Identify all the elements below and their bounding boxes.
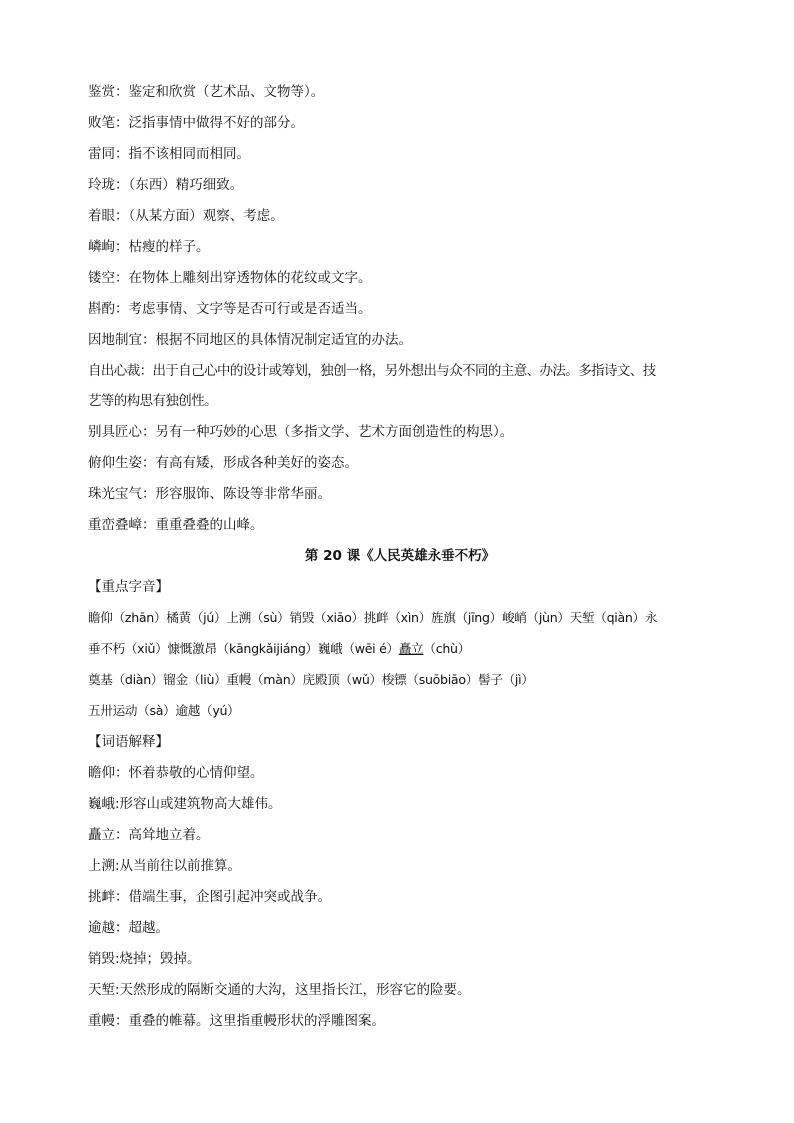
entry-chongluandiezhang: 重峦叠嶂：重重叠叠的山峰。: [88, 517, 264, 533]
entry-jianshang: 鉴赏：鉴定和欣赏（艺术品、文物等）。: [88, 84, 325, 100]
entry-baibi: 败笔：泛指事情中做得不好的部分。: [88, 115, 304, 131]
entry-biejujiangxin: 别具匠心：另有一种巧妙的心思（多指文学、艺术方面创造性的构思）。: [88, 424, 514, 440]
pronunciation-line-2-start: 垂不朽（xiǔ）慷慨激昂（kāngkǎijiáng）巍峨（wēi é）: [88, 641, 399, 656]
entry-linglong: 玲珑：（东西）精巧细致。: [88, 177, 244, 193]
entry-linxun: 嶙峋：枯瘦的样子。: [88, 239, 210, 255]
vocab-chongman: 重幔：重叠的帷幕。这里指重幔形状的浮雕图案。: [88, 1013, 385, 1029]
entry-zichuxincai-line2: 艺等的构思有独创性。: [88, 393, 217, 409]
vocab-tianqian: 天堑:天然形成的隔断交通的大沟，这里指长江，形容它的险要。: [88, 982, 471, 998]
entry-loukong: 镂空：在物体上雕刻出穿透物体的花纹或文字。: [88, 270, 372, 286]
entry-leitong: 雷同：指不该相同而相同。: [88, 146, 250, 162]
pronunciation-line-2: [88, 636, 712, 667]
entry-zhuoyan: 着眼：（从某方面）观察、考虑。: [88, 208, 284, 224]
pronunciation-line-2-end: （chù）: [423, 641, 470, 656]
entry-fuyangshengzi: 俯仰生姿：有高有矮，形成各种美好的姿态。: [88, 455, 358, 471]
vocab-zhanyang: 瞻仰：怀着恭敬的心情仰望。: [88, 765, 264, 781]
vocab-chuli: 矗立：高耸地立着。: [88, 827, 210, 843]
entry-zhuguangbaoqi: 珠光宝气：形容服饰、陈设等非常华丽。: [88, 486, 331, 502]
entry-zichuxincai: [88, 358, 712, 414]
vocabulary-heading: 【词语解释】: [88, 734, 169, 750]
pronunciation-line-1: 瞻仰（zhān）橘黄（jú）上溯（sù）销毁（xiāo）挑衅（xìn）旌旗（jīng）峻峭（jùn）天堑（qiàn）永: [88, 610, 658, 625]
pronunciation-line-4: 五卅运动（sà）逾越（yú）: [88, 703, 240, 718]
document-page: [88, 79, 712, 1039]
vocab-tiaoxin: 挑衅：借端生事，企图引起冲突或战争。: [88, 889, 331, 905]
vocab-weie: 巍峨:形容山或建筑物高大雄伟。: [88, 796, 282, 812]
entry-zhenzhuo: 斟酌：考虑事情、文字等是否可行或是否适当。: [88, 301, 372, 317]
entry-yindizhiyi: 因地制宜：根据不同地区的具体情况制定适宜的办法。: [88, 332, 412, 348]
pronunciation-underlined-word: 矗立: [398, 641, 424, 656]
pronunciation-heading: 【重点字音】: [88, 579, 169, 595]
entry-zichuxincai-line1: 自出心裁：出于自己心中的设计或筹划，独创一格，另外想出与众不同的主意、办法。多指诗文、技: [88, 363, 656, 379]
vocab-xiaohui: 销毁:烧掉；毁掉。: [88, 951, 201, 967]
lesson-title: 第 20 课《人民英雄永垂不朽》: [304, 548, 496, 564]
vocab-yuyue: 逾越：超越。: [88, 920, 169, 936]
pronunciation-line-3: 奠基（diàn）镏金（liù）重幔（màn）庑殿顶（wǔ）梭镖（suōbiāo）髻子（jì）: [88, 672, 534, 687]
vocab-shangsu: 上溯:从当前往以前推算。: [88, 858, 242, 874]
